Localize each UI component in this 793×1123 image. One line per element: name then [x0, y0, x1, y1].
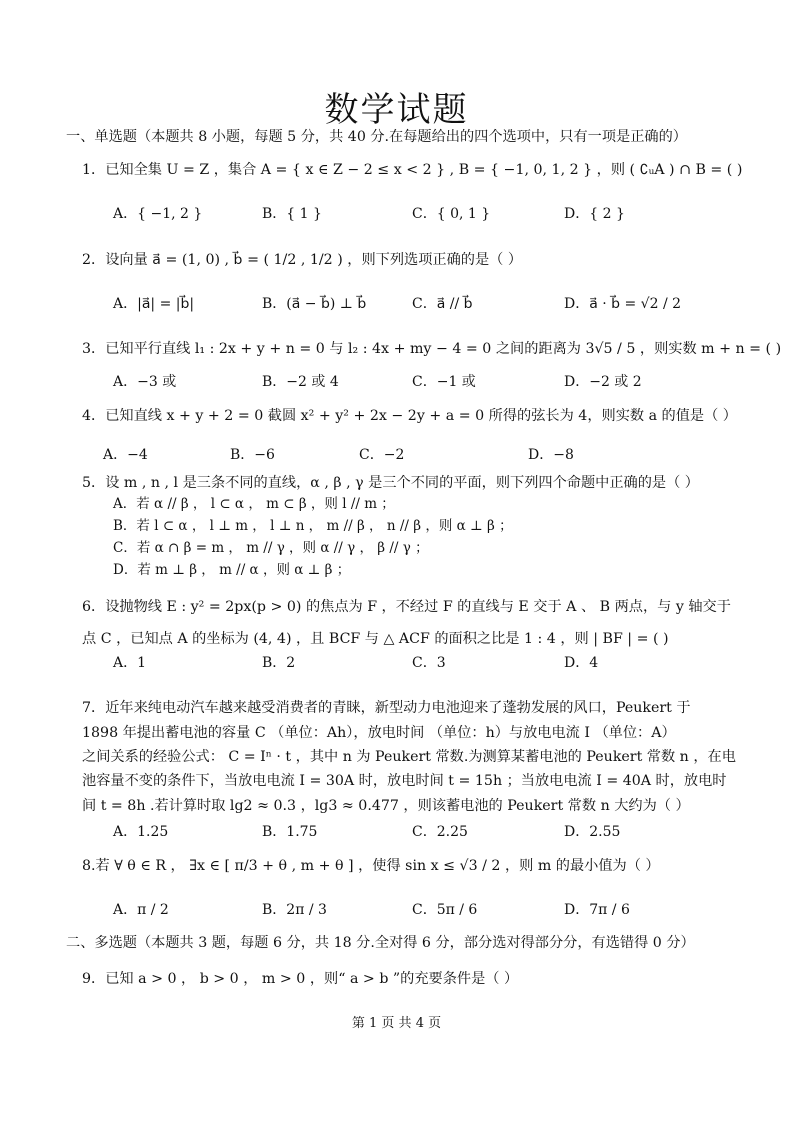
question-4-option-c: C．−2	[359, 447, 405, 463]
question-7-option-c: C．2.25	[412, 824, 468, 840]
question-9-stem: 9．已知 a > 0 ， b > 0 ， m > 0 ，则“ a > b ”的充要条件是（ ）	[82, 971, 519, 987]
question-5-option-c: C．若 α ∩ β = m ， m // γ ，则 α // γ ， β // γ ；	[113, 540, 429, 556]
question-1-option-a: A．{ −1, 2 }	[113, 206, 203, 222]
question-5-option-b: B．若 l ⊂ α ， l ⊥ m ， l ⊥ n ， m // β ， n // β ，则 α ⊥ β ；	[113, 518, 513, 534]
question-4-option-d: D．−8	[528, 447, 574, 463]
section-heading-single-choice: 一、单选题（本题共 8 小题，每题 5 分，共 40 分.在每题给出的四个选项中，只有一项是正确的）	[66, 129, 687, 145]
question-4-option-a: A．−4	[103, 447, 148, 463]
question-8-option-b: B．2π / 3	[262, 902, 327, 918]
question-8-stem: 8.若 ∀ θ ∈ R ， ∃x ∈ [ π/3 + θ , m + θ ] ，使得 sin x ≤ √3 / 2 ，则 m 的最小值为（ ）	[82, 858, 660, 874]
question-4-option-b: B．−6	[230, 447, 275, 463]
question-6-option-b: B．2	[262, 655, 296, 671]
page-footer: 第 1 页 共 4 页	[351, 1016, 442, 1031]
question-6-option-a: A．1	[113, 655, 147, 671]
question-5-stem: 5．设 m , n , l 是三条不同的直线，α , β , γ 是三个不同的平面，则下列四个命题中正确的是（ ）	[82, 475, 699, 491]
question-6-option-c: C．3	[412, 655, 446, 671]
question-5-option-d: D．若 m ⊥ β ， m // α ，则 α ⊥ β ；	[113, 562, 351, 578]
question-7-option-b: B．1.75	[262, 824, 318, 840]
section-heading-multi-choice: 二、多选题（本题共 3 题，每题 6 分，共 18 分.全对得 6 分，部分选对得部分分，有选错得 0 分）	[66, 935, 695, 951]
question-1-option-c: C．{ 0, 1 }	[412, 206, 491, 222]
question-2-option-c: C．a⃗ // b⃗	[412, 296, 473, 312]
question-1-option-d: D．{ 2 }	[564, 206, 625, 222]
question-3-option-d: D．−2 或 2	[564, 374, 642, 390]
question-7-line-5: 间 t = 8h .若计算时取 lg2 ≈ 0.3 ，lg3 ≈ 0.477 ，则该蓄电池的 Peukert 常数 n 大约为（ ）	[82, 798, 690, 814]
question-7-line-2: 1898 年提出蓄电池的容量 C （单位：Ah），放电时间 （单位：h）与放电电流 I （单位：A）	[82, 725, 676, 741]
question-6-option-d: D．4	[564, 655, 599, 671]
question-8-option-d: D．7π / 6	[564, 902, 630, 918]
question-8-option-c: C．5π / 6	[412, 902, 478, 918]
question-7-line-4: 池容量不变的条件下，当放电电流 I = 30A 时，放电时间 t = 15h ；当放电电流 I = 40A 时，放电时	[82, 773, 727, 789]
question-3-option-b: B．−2 或 4	[262, 374, 339, 390]
page-title: 数学试题	[324, 90, 469, 130]
question-5-option-a: A．若 α // β ， l ⊂ α ， m ⊂ β ，则 l // m ；	[113, 496, 395, 512]
question-6-stem-line-1: 6．设抛物线 E : y² = 2px(p > 0) 的焦点为 F ，不经过 F 的直线与 E 交于 A 、 B 两点，与 y 轴交于	[82, 599, 731, 615]
question-3-stem: 3．已知平行直线 l₁ : 2x + y + n = 0 与 l₂ : 4x + my − 4 = 0 之间的距离为 3√5 / 5 ，则实数 m + n = ( )	[82, 341, 782, 357]
question-7-option-a: A．1.25	[113, 824, 169, 840]
question-4-stem: 4．已知直线 x + y + 2 = 0 截圆 x² + y² + 2x − 2y + a = 0 所得的弦长为 4，则实数 a 的值是（ ）	[82, 408, 737, 424]
question-3-option-c: C．−1 或	[412, 374, 476, 390]
question-2-option-d: D．a⃗ · b⃗ = √2 / 2	[564, 296, 682, 312]
question-7-line-3: 之间关系的经验公式： C = Iⁿ · t ，其中 n 为 Peukert 常数.为测算某蓄电池的 Peukert 常数 n ，在电	[82, 749, 736, 765]
question-2-option-a: A．|a⃗| = |b⃗|	[113, 296, 195, 312]
question-7-line-1: 7．近年来纯电动汽车越来越受消费者的青睐，新型动力电池迎来了蓬勃发展的风口，Peukert 于	[82, 700, 691, 716]
question-2-option-b: B．(a⃗ − b⃗) ⊥ b⃗	[262, 296, 367, 312]
question-1-option-b: B．{ 1 }	[262, 206, 322, 222]
question-8-option-a: A．π / 2	[113, 902, 169, 918]
question-1-stem: 1．已知全集 U = Z ，集合 A = { x ∈ Z − 2 ≤ x < 2 } , B = { −1, 0, 1, 2 } ，则 ( ∁ᵤA ) ∩ B = ( )	[82, 162, 743, 178]
question-7-option-d: D．2.55	[564, 824, 621, 840]
question-2-stem: 2．设向量 a⃗ = (1, 0) , b⃗ = ( 1/2 , 1/2 ) ，则下列选项正确的是（ ）	[82, 252, 523, 268]
question-3-option-a: A．−3 或	[113, 374, 177, 390]
question-6-stem-line-2: 点 C ，已知点 A 的坐标为 (4, 4) ，且 BCF 与 △ ACF 的面积之比是 1 : 4 ，则 | BF | = ( )	[82, 631, 669, 647]
